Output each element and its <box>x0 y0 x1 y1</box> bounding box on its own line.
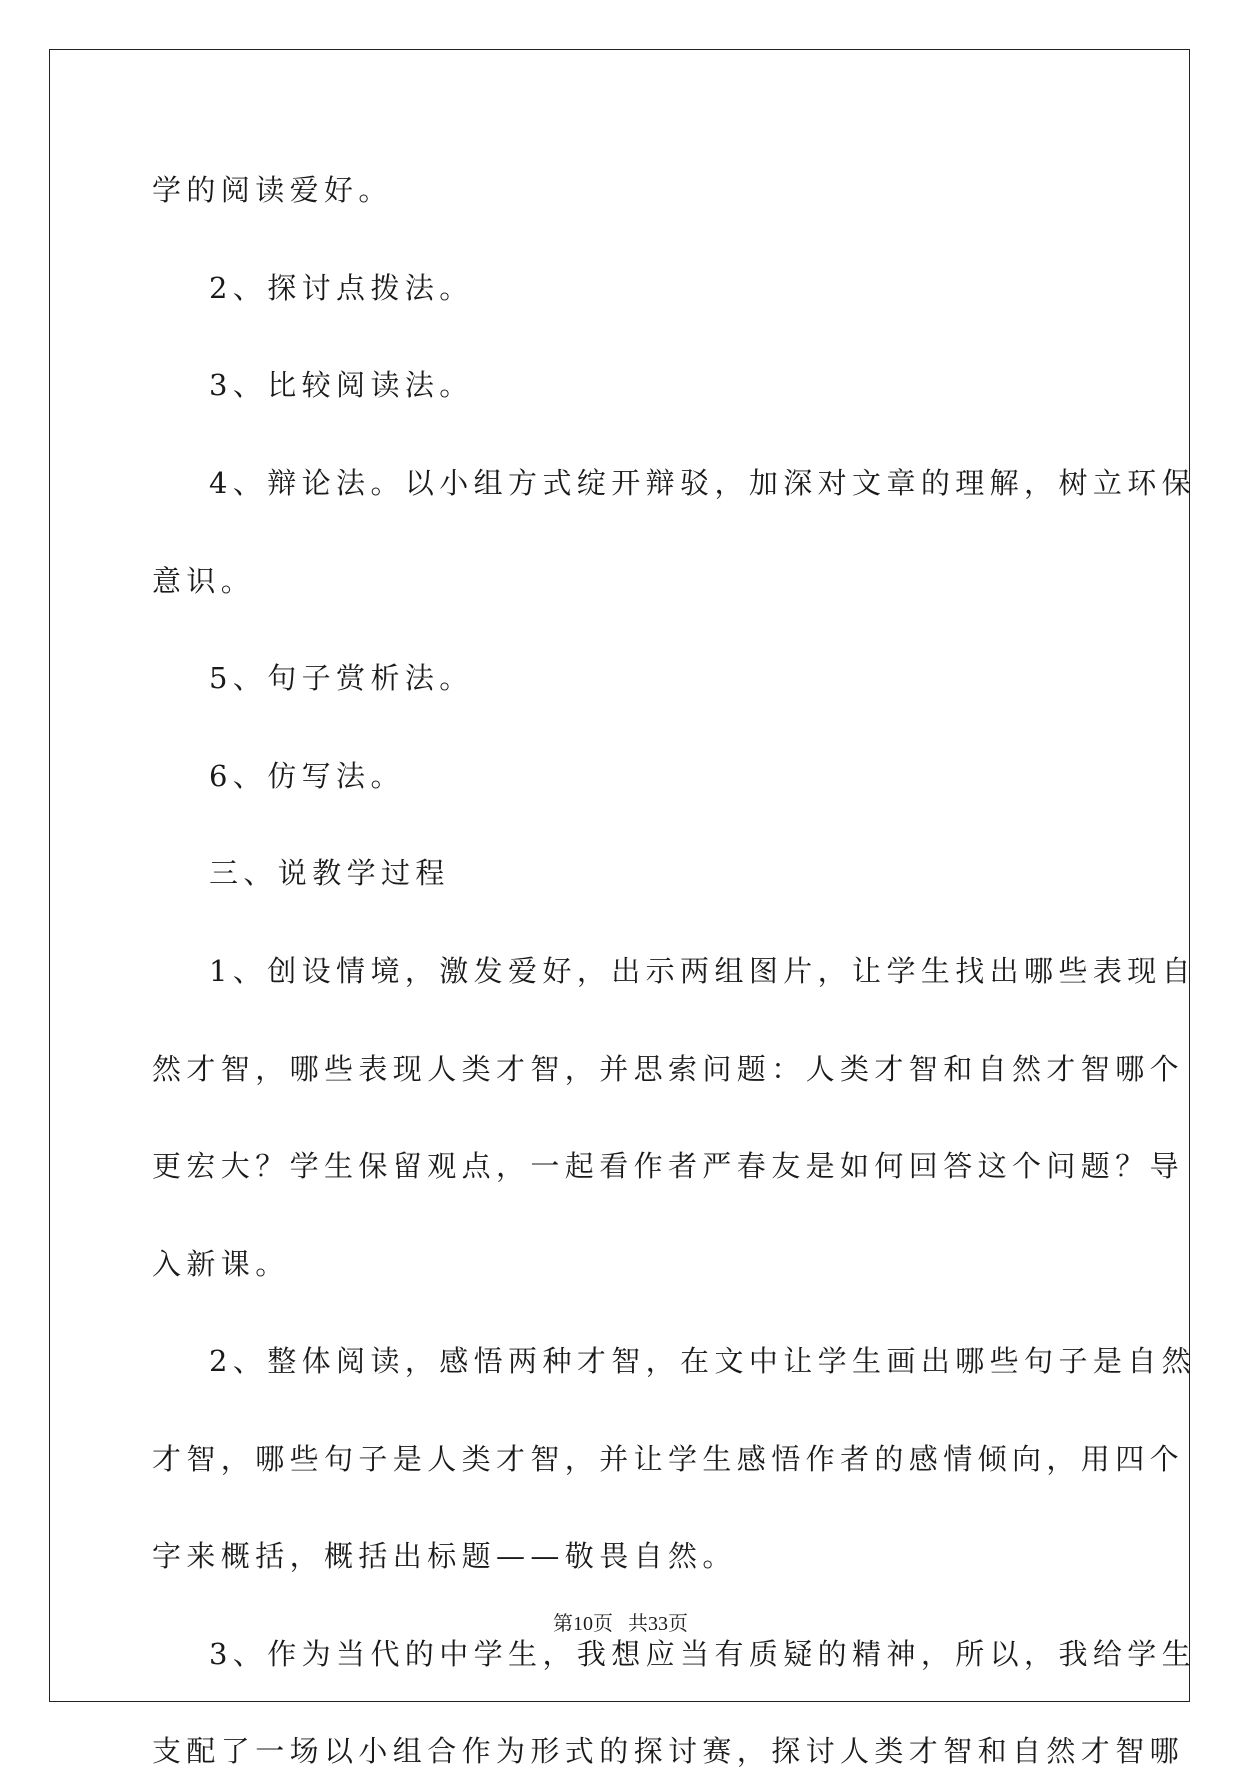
list-item-method-5: 5、句子赏析法。 <box>209 661 474 695</box>
paragraph-step-1: 1、创设情境，激发爱好，出示两组图片，让学生找出哪些表现自 <box>209 954 1197 988</box>
text-line: 然才智，哪些表现人类才智，并思索问题：人类才智和自然才智哪个 <box>152 1052 1185 1086</box>
paragraph-step-2: 2、整体阅读，感悟两种才智，在文中让学生画出哪些句子是自然 <box>209 1344 1197 1378</box>
list-item-method-6: 6、仿写法。 <box>209 759 405 793</box>
paragraph-step-3: 3、作为当代的中学生，我想应当有质疑的精神，所以，我给学生 <box>209 1637 1197 1671</box>
text-line: 入新课。 <box>152 1247 290 1281</box>
list-item-method-4: 4、辩论法。以小组方式绽开辩驳，加深对文章的理解，树立环保 <box>209 466 1197 500</box>
page-number: 第10页 共33页 <box>553 1613 688 1635</box>
section-heading: 三、说教学过程 <box>209 856 450 890</box>
list-item-method-3: 3、比较阅读法。 <box>209 368 474 402</box>
list-item-method-2: 2、探讨点拨法。 <box>209 271 474 305</box>
text-line: 更宏大？学生保留观点，一起看作者严春友是如何回答这个问题？导 <box>152 1149 1185 1183</box>
text-line: 支配了一场以小组合作为形式的探讨赛，探讨人类才智和自然才智哪 <box>152 1734 1185 1768</box>
text-line: 字来概括，概括出标题——敬畏自然。 <box>152 1539 737 1573</box>
text-line: 才智，哪些句子是人类才智，并让学生感悟作者的感情倾向，用四个 <box>152 1442 1185 1476</box>
text-line: 意识。 <box>152 564 256 598</box>
text-line: 学的阅读爱好。 <box>152 173 393 207</box>
page-footer <box>0 1614 1241 1634</box>
